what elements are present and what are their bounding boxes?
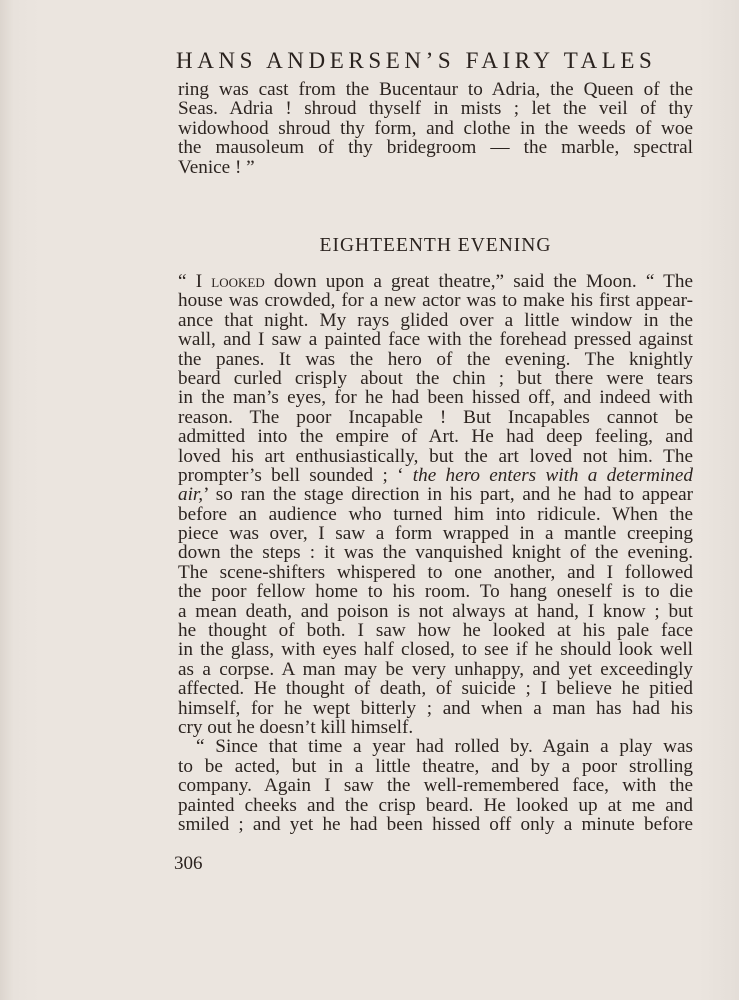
- text-line: painted cheeks and the crisp beard. He looked up at me and: [178, 794, 693, 816]
- text-fragment: prompter’s bell sounded ; ‘: [178, 464, 413, 486]
- text-line: [178, 272, 693, 291]
- text-line: the poor fellow home to his room. To hang oneself is to die: [178, 581, 693, 603]
- section-heading: EIGHTEENTH EVENING: [319, 235, 552, 256]
- text-line: before an audience who turned him into ridicule. When the: [178, 503, 693, 525]
- text-line: [178, 466, 693, 485]
- text-fragment: air,: [178, 484, 204, 506]
- text-line: house was crowded, for a new actor was to make his first appear-: [178, 290, 693, 312]
- text-line: loved his art enthusiastically, but the art loved not him. The: [178, 445, 693, 467]
- text-line: a mean death, and poison is not always at hand, I know ; but: [178, 600, 693, 622]
- previous-story-ending: [178, 80, 693, 177]
- text-fragment: the hero enters with a determined: [412, 464, 693, 486]
- text-line: Venice ! ”: [178, 156, 255, 178]
- text-line: to be acted, but in a little theatre, and by a poor strolling: [178, 755, 693, 777]
- text-fragment: “ I: [178, 271, 212, 292]
- text-line: affected. He thought of death, of suicide ; I believe he pitied: [178, 678, 693, 700]
- text-fragment: looked: [211, 271, 265, 292]
- text-line: in the man’s eyes, for he had been hissed off, and indeed with: [178, 387, 693, 409]
- text-line: in the glass, with eyes half closed, to see if he should look well: [178, 639, 693, 661]
- text-line: admitted into the empire of Art. He had deep feeling, and: [178, 426, 693, 448]
- text-line: [178, 485, 693, 504]
- text-line: smiled ; and yet he had been hissed off only a minute before: [178, 813, 693, 835]
- text-line: beard curled crisply about the chin ; but there were tears: [178, 367, 693, 389]
- text-line: ring was cast from the Bucentaur to Adria, the Queen of the: [178, 79, 693, 100]
- text-line: himself, for he wept bitterly ; and when a man has had his: [178, 697, 693, 719]
- text-line: reason. The poor Incapable ! But Incapables cannot be: [178, 406, 693, 428]
- story-body: [178, 272, 693, 834]
- text-line: The scene-shifters whispered to one another, and I followed: [178, 561, 693, 583]
- text-line: the mausoleum of thy bridegroom — the marble, spectral: [178, 137, 693, 159]
- text-line: as a corpse. A man may be very unhappy, and yet exceedingly: [178, 658, 693, 680]
- text-fragment: ’ so ran the stage direction in his part, and he had to appear: [203, 484, 693, 506]
- text-line: “ Since that time a year had rolled by. Again a play was: [196, 736, 693, 758]
- text-line: wall, and I saw a painted face with the forehead pressed against: [178, 329, 693, 351]
- text-line: cry out he doesn’t kill himself.: [178, 716, 414, 738]
- text-line: the panes. It was the hero of the evening. The knightly: [178, 348, 693, 370]
- text-line: company. Again I saw the well-remembered face, with the: [178, 775, 693, 797]
- text-fragment: down upon a great theatre,” said the Moon. “ The: [264, 271, 694, 292]
- text-line: he thought of both. I saw how he looked at his pale face: [178, 620, 693, 642]
- page-number: 306: [174, 853, 203, 874]
- text-line: widowhood shroud thy form, and clothe in the weeds of woe: [178, 117, 693, 139]
- text-line: down the steps : it was the vanquished knight of the evening.: [178, 542, 693, 564]
- text-line: ance that night. My rays glided over a little window in the: [178, 309, 693, 331]
- running-head: HANS ANDERSEN’S FAIRY TALES: [176, 48, 657, 73]
- text-line: piece was over, I saw a form wrapped in a mantle creeping: [178, 523, 693, 545]
- text-line: Seas. Adria ! shroud thyself in mists ; let the veil of thy: [178, 98, 693, 120]
